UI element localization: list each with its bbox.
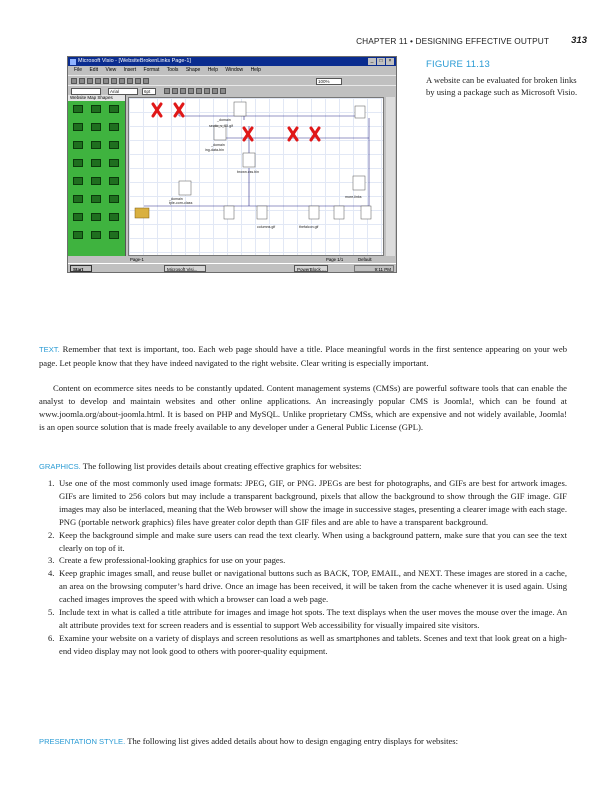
save-icon[interactable] [87, 78, 93, 84]
list-item: 2. Keep the background simple and make sure users can read the text clearly. When using a background pattern, make sure that you can see the text clearly on top of it. [48, 529, 567, 553]
list-item: 5. Include text in what is called a title attribute for images and image hot spots. The text displays when the user moves the mouse over the image. An alt attribute provides text for screen readers and is essential to support Web accessibility for visually impaired site visitors. [48, 607, 567, 630]
stencil-shape[interactable] [73, 213, 83, 221]
stencil-shape[interactable] [73, 231, 83, 239]
presentation-intro [39, 735, 567, 749]
stencil-shape[interactable] [73, 141, 83, 149]
start-button[interactable]: Start [70, 265, 92, 272]
menu-view[interactable]: View [105, 67, 117, 73]
font-color-icon[interactable] [204, 88, 210, 94]
print-icon[interactable] [95, 78, 101, 84]
zoom-select[interactable]: 100% [316, 78, 342, 85]
node-label: columns.gif [257, 225, 276, 229]
node-label: _domain [217, 118, 231, 122]
underline-icon[interactable] [180, 88, 186, 94]
page-node [361, 206, 371, 219]
status-page: Page 1/1 [326, 257, 344, 262]
node-label: thefalcon.gif [299, 225, 319, 229]
page-node [224, 206, 234, 219]
text-paragraph-2: Content on ecommerce sites needs to be constantly updated. Content management systems (CMSs) are powerful software tools that can enable the analyst to develop and maintain websites and other online applications. An increasingly popular CMS is Joomla!, which can be found at www.joomla.org/about-joomla.html. It is based on PHP and MySQL. Unlike proprietary CMSs, which are expensive and not widely available, Joomla! is an open source solution that is made freely available to any developer under a General Public License (GPL). [39, 383, 567, 432]
page-node [334, 206, 344, 219]
stencil-shape[interactable] [73, 177, 83, 185]
align-left-icon[interactable] [188, 88, 194, 94]
stencil-shape[interactable] [91, 159, 101, 167]
stencil-shape[interactable] [109, 177, 119, 185]
list-item: 4. Keep graphic images small, and reuse bullet or navigational buttons such as BACK, TOP, EMAIL, and NEXT. These images are stored in a cache, an area on the browsing computer’s hard drive. Once an image has been received, it will be taken from the cache whenever it is used again. Using cached images improves the speed with which a browser can load a web page. [48, 568, 567, 605]
presentation-intro-text: The following list gives added details about how to design engaging entry displays for websites: [127, 736, 459, 746]
stencil-shape[interactable] [91, 141, 101, 149]
stencil-shape[interactable] [109, 159, 119, 167]
taskbar-visio[interactable]: Microsoft Visi... [164, 265, 206, 272]
taskbar-clock: 9:11 PM [354, 265, 394, 272]
stencil-shape[interactable] [73, 123, 83, 131]
list-item: 6. Examine your website on a variety of displays and screen resolutions as well as smartphones and tablets. Scenes and text that look great on a high-end video display may not look good to others with poorer-quality equipment. [48, 632, 567, 656]
fill-color-icon[interactable] [220, 88, 226, 94]
page-node [243, 153, 255, 167]
graphics-intro-text: The following list provides details about creating effective graphics for websites: [82, 461, 362, 471]
paste-icon[interactable] [127, 78, 133, 84]
bold-icon[interactable] [164, 88, 170, 94]
stencil-shape[interactable] [109, 213, 119, 221]
stencil-shape[interactable] [109, 141, 119, 149]
graphics-intro [39, 460, 567, 474]
italic-icon[interactable] [172, 88, 178, 94]
page-node [353, 176, 365, 190]
stencil-title: Website Map Shapes [68, 95, 125, 101]
node-label: sectio_v_05.gif [209, 124, 233, 128]
node-label: ing-data-bin [205, 148, 224, 152]
menu-help-2[interactable]: Help [250, 67, 261, 73]
vertical-scrollbar[interactable] [386, 97, 395, 256]
node-label: brown.css.bin [237, 170, 259, 174]
page-node [257, 206, 267, 219]
stencil-shape[interactable] [73, 105, 83, 113]
node-label: tple-corn-class [169, 201, 193, 205]
page-node [234, 102, 246, 116]
menu-tools[interactable]: Tools [166, 67, 179, 73]
site-map-diagram [129, 98, 385, 257]
stencil-shape[interactable] [109, 195, 119, 203]
stencil-shape[interactable] [91, 177, 101, 185]
page-tab[interactable]: Page-1 [130, 257, 144, 262]
menu-insert[interactable]: Insert [123, 67, 137, 73]
page-node [179, 181, 191, 195]
redo-icon[interactable] [143, 78, 149, 84]
align-center-icon[interactable] [196, 88, 202, 94]
shapes-stencil-panel [68, 95, 126, 256]
open-icon[interactable] [79, 78, 85, 84]
page-node [214, 126, 226, 140]
running-header [0, 36, 601, 50]
new-icon[interactable] [71, 78, 77, 84]
stencil-shape[interactable] [109, 105, 119, 113]
page-number: 313 [571, 35, 587, 46]
copy-icon[interactable] [119, 78, 125, 84]
windows-taskbar [68, 263, 396, 273]
menu-bar [68, 66, 396, 75]
drawing-canvas[interactable] [128, 97, 384, 256]
text-p1: Remember that text is important, too. Each web page should have a title. Place meaningful words in the first sentence appearing on your web page. Let people know that they have indeed navigated to the right website. Clear writing is especially important. [39, 344, 568, 368]
stencil-shape[interactable] [91, 123, 101, 131]
font-size-select[interactable]: 6pt [142, 88, 156, 95]
stencil-shape[interactable] [91, 105, 101, 113]
menu-format[interactable]: Format [143, 67, 160, 73]
presentation-heading: PRESENTATION STYLE. [39, 737, 126, 746]
status-bar [68, 256, 396, 263]
mail-node [135, 208, 149, 218]
preview-icon[interactable] [103, 78, 109, 84]
chapter-title: CHAPTER 11 • DESIGNING EFFECTIVE OUTPUT [356, 36, 549, 46]
node-label: more-links [345, 195, 362, 199]
stencil-shape[interactable] [73, 159, 83, 167]
font-select[interactable]: Arial [108, 88, 138, 95]
undo-icon[interactable] [135, 78, 141, 84]
node-label: _domain [211, 143, 225, 147]
close-button[interactable]: × [386, 58, 394, 65]
graphics-list [48, 477, 567, 658]
stencil-shape[interactable] [109, 123, 119, 131]
page-node [355, 106, 365, 118]
menu-window[interactable]: Window [225, 67, 244, 73]
menu-file[interactable]: File [74, 67, 83, 73]
stencil-shape[interactable] [91, 231, 101, 239]
graphics-heading: GRAPHICS. [39, 462, 81, 471]
list-item: 3. Create a few professional-looking graphics for use on your pages. [48, 555, 286, 566]
stencil-shape[interactable] [73, 195, 83, 203]
text-heading: TEXT. [39, 345, 60, 354]
window-titlebar [68, 57, 396, 66]
node-label: _domain [169, 197, 183, 201]
line-color-icon[interactable] [212, 88, 218, 94]
window-title: Microsoft Visio - [WebsiteBrokenLinks Page-1] [78, 58, 191, 64]
menu-help[interactable]: Help [207, 67, 218, 73]
figure-label: FIGURE 11.13 [426, 59, 490, 70]
stencil-shape[interactable] [91, 213, 101, 221]
text-paragraph-1 [39, 343, 567, 370]
taskbar-other[interactable]: PowerBlock ... [294, 265, 328, 272]
minimize-button[interactable]: _ [368, 58, 376, 65]
list-item: 1. Use one of the most commonly used image formats: JPEG, GIF, or PNG. JPEGs are best for photographs, and GIFs are best for artwork images. GIFs are limited to 256 colors but may include a transparent background, pixels that allow the background to show through the GIF image. GIF images may also be interlaced, meaning that the Web browser will show the image in successive stages, presenting a clearer image with each stage. PNG (portable network graphics) files have greater color depth than GIF files and are able to have a transparent background. [48, 478, 567, 527]
stencil-shape[interactable] [91, 195, 101, 203]
figure-caption: A website can be evaluated for broken links by using a package such as Microsoft Visio. [426, 75, 578, 97]
cut-icon[interactable] [111, 78, 117, 84]
style-select[interactable] [71, 88, 101, 95]
menu-edit[interactable]: Edit [89, 67, 99, 73]
visio-screenshot [67, 56, 397, 273]
visio-app-icon [70, 59, 76, 65]
menu-shape[interactable]: Shape [185, 67, 201, 73]
maximize-button[interactable]: □ [377, 58, 385, 65]
status-mode: Default [358, 257, 372, 262]
page-node [309, 206, 319, 219]
stencil-shape[interactable] [109, 231, 119, 239]
